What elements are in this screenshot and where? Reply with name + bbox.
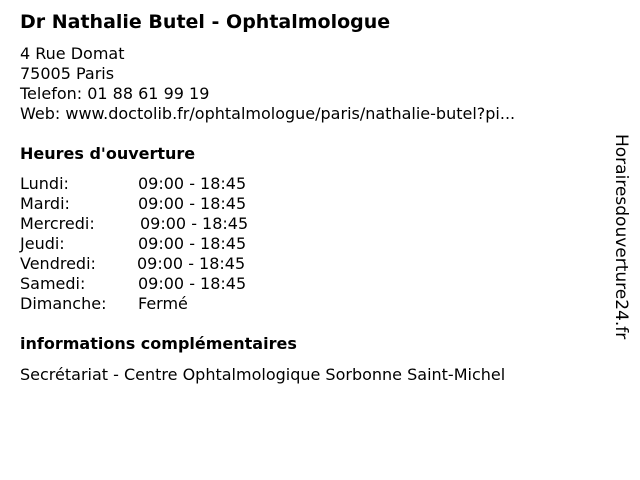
additional-info-heading: informations complémentaires xyxy=(20,334,297,353)
day-label: Jeudi: xyxy=(20,234,65,253)
day-label: Lundi: xyxy=(20,174,69,193)
time-range: 09:00 - 18:45 xyxy=(138,274,247,293)
time-range: 09:00 - 18:45 xyxy=(138,234,247,253)
day-label: Mercredi: xyxy=(20,214,95,233)
time-range: 09:00 - 18:45 xyxy=(140,214,249,233)
day-label: Samedi: xyxy=(20,274,86,293)
phone-number: Telefon: 01 88 61 99 19 xyxy=(20,84,210,103)
day-label: Mardi: xyxy=(20,194,70,213)
page-title: Dr Nathalie Butel - Ophtalmologue xyxy=(20,11,391,33)
street-address: 4 Rue Domat xyxy=(20,44,125,63)
website-link[interactable]: Web: www.doctolib.fr/ophtalmologue/paris/nathalie-butel?pi... xyxy=(20,104,516,123)
site-watermark: Horairesdouverture24.fr xyxy=(611,134,631,340)
additional-info-text: Secrétariat - Centre Ophtalmologique Sorbonne Saint-Michel xyxy=(20,365,506,384)
day-label: Vendredi: xyxy=(20,254,96,273)
city-postal: 75005 Paris xyxy=(20,64,115,83)
time-range: 09:00 - 18:45 xyxy=(137,254,246,273)
day-label: Dimanche: xyxy=(20,294,107,313)
opening-hours-heading: Heures d'ouverture xyxy=(20,144,196,163)
time-range: 09:00 - 18:45 xyxy=(138,174,247,193)
time-range: Fermé xyxy=(138,294,188,313)
time-range: 09:00 - 18:45 xyxy=(138,194,247,213)
address-block xyxy=(20,44,515,124)
